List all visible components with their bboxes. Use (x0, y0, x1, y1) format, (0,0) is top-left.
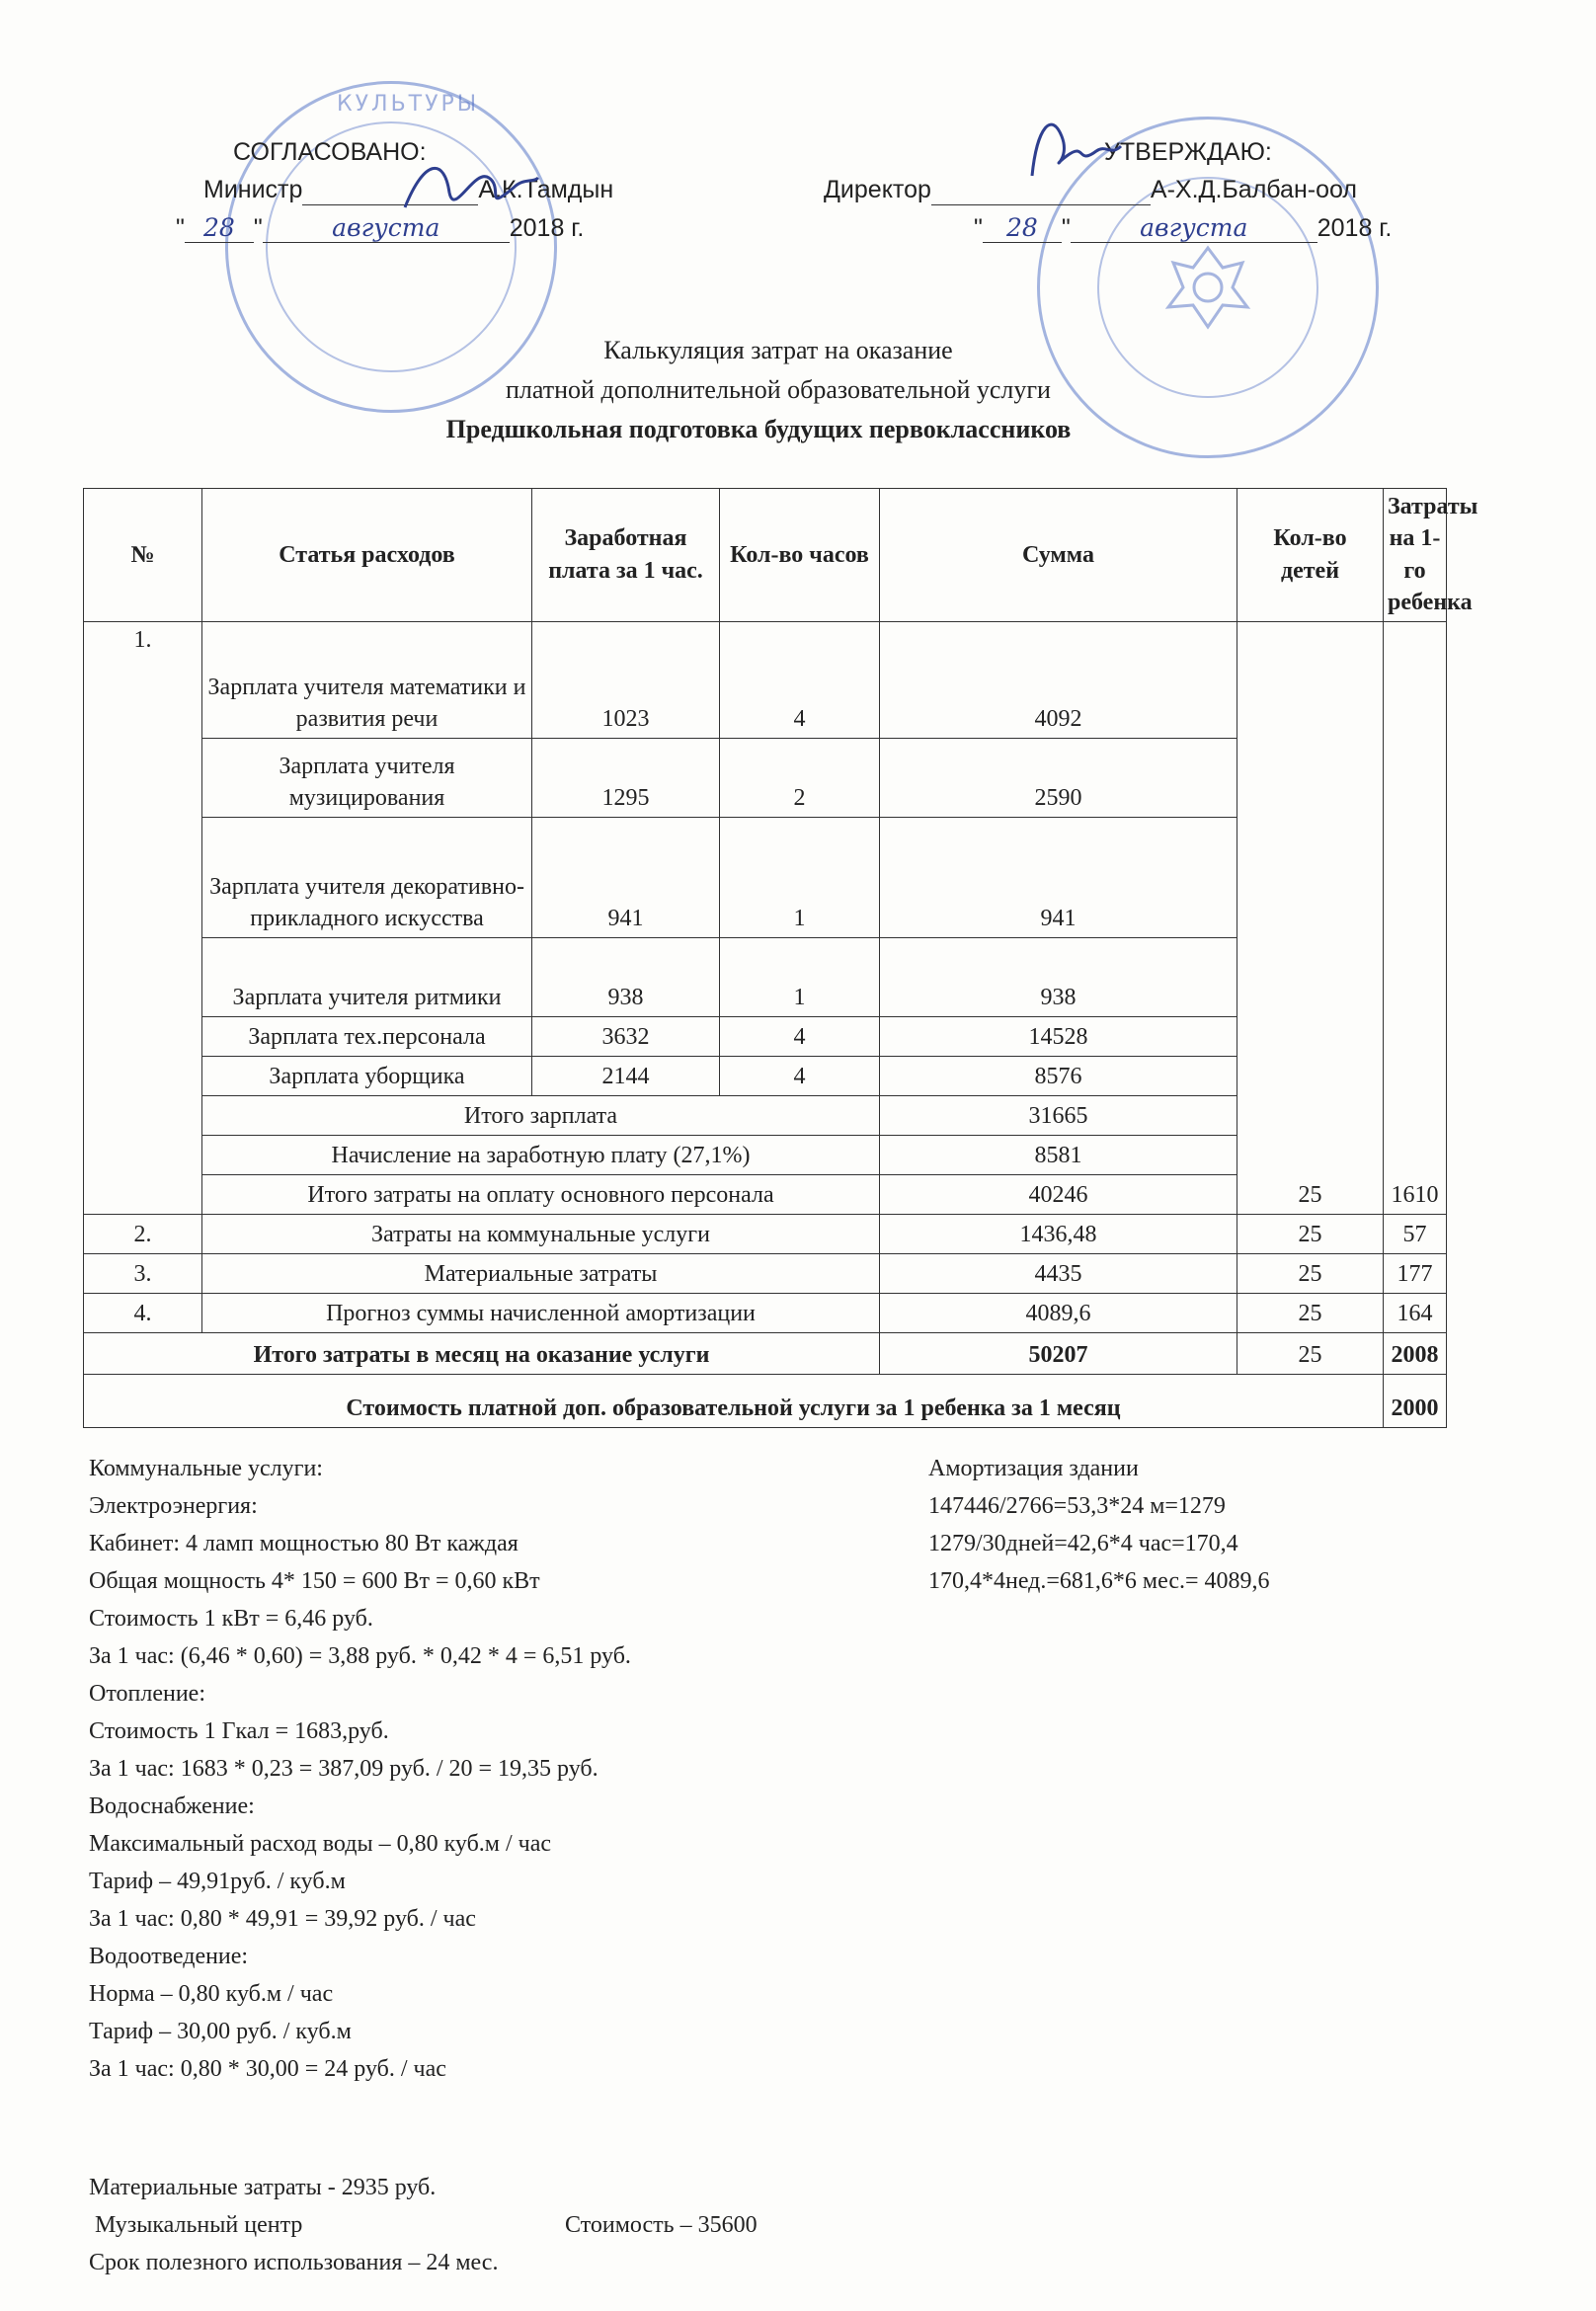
note-line: Норма – 0,80 куб.м / час (89, 1981, 334, 2007)
row-rate: 938 (532, 937, 720, 1016)
note-line: Максимальный расход воды – 0,80 куб.м / час (89, 1831, 552, 1857)
approval-right-position: Директор (824, 176, 931, 203)
note-line: Кабинет: 4 ламп мощностью 80 Вт каждая (89, 1531, 519, 1556)
monthly-total-sum: 50207 (880, 1332, 1237, 1374)
title-line-2: платной дополнительной образовательной услуги (506, 375, 1051, 404)
table-row (84, 1214, 1447, 1253)
title-line-3: Предшкольная подготовка будущих первоклассников (445, 415, 1072, 443)
header-children: Кол-во детей (1237, 489, 1384, 622)
total-salary-label: Итого зарплата (202, 1095, 880, 1135)
header-per-child: Затраты на 1-го ребенка (1384, 489, 1447, 622)
section-1-number: 1. (84, 621, 202, 1214)
row-item: Затраты на коммунальные услуги (202, 1214, 880, 1253)
row-item: Зарплата учителя ритмики (202, 937, 532, 1016)
approval-left-day: 28 (185, 213, 254, 243)
header-rate: Заработная плата за 1 час. (532, 489, 720, 622)
note-line: За 1 час: (6,46 * 0,60) = 3,88 руб. * 0,42 * 4 = 6,51 руб. (89, 1643, 631, 1669)
materials-item: Музыкальный центр (89, 2212, 303, 2238)
row-item: Зарплата тех.персонала (202, 1016, 532, 1056)
header-sum: Сумма (880, 489, 1237, 622)
note-line: Тариф – 49,91руб. / куб.м (89, 1869, 346, 1894)
row-item: Зарплата учителя музицирования (202, 738, 532, 817)
utilities-notes (89, 1450, 899, 2088)
row-rate: 941 (532, 817, 720, 937)
approval-left-heading: СОГЛАСОВАНО: (233, 138, 427, 166)
row-number: 4. (84, 1293, 202, 1332)
staff-per-child: 1610 (1384, 621, 1447, 1214)
cost-table (83, 488, 1478, 1428)
approval-right-year: 2018 г. (1317, 214, 1393, 242)
header-hours: Кол-во часов (720, 489, 880, 622)
approval-right-date: " 28 " августа 2018 г. (974, 213, 1393, 242)
row-hours: 4 (720, 1056, 880, 1095)
materials-line-3: Срок полезного использования – 24 мес. (89, 2250, 499, 2275)
row-item: Зарплата учителя декоративно-прикладного искусства (202, 817, 532, 937)
note-line: Амортизация здании (928, 1456, 1139, 1481)
approval-right (1104, 138, 1272, 167)
table-row (84, 1253, 1447, 1293)
row-item: Прогноз суммы начисленной амортизации (202, 1293, 880, 1332)
row-per-child: 164 (1384, 1293, 1447, 1332)
total-staff-sum: 40246 (880, 1174, 1237, 1214)
cost-label: Стоимость платной доп. образовательной услуги за 1 ребенка за 1 месяц (84, 1374, 1384, 1427)
row-rate: 2144 (532, 1056, 720, 1095)
cost-row (84, 1374, 1447, 1427)
approval-right-day: 28 (983, 213, 1062, 243)
note-line: За 1 час: 0,80 * 30,00 = 24 руб. / час (89, 2056, 446, 2082)
approval-right-month: августа (1071, 213, 1317, 243)
staff-children: 25 (1237, 621, 1384, 1214)
depreciation-notes (928, 1450, 1521, 1600)
accrual-label: Начисление на заработную плату (27,1%) (202, 1135, 880, 1174)
row-item: Зарплата учителя математики и развития речи (202, 621, 532, 738)
note-line: 1279/30дней=42,6*4 час=170,4 (928, 1531, 1238, 1556)
row-per-child: 177 (1384, 1253, 1447, 1293)
table-header-row (84, 489, 1447, 622)
approval-right-heading: УТВЕРЖДАЮ: (1104, 138, 1272, 166)
row-children: 25 (1237, 1253, 1384, 1293)
note-line: За 1 час: 0,80 * 49,91 = 39,92 руб. / час (89, 1906, 476, 1932)
approval-left-position: Министр (203, 176, 303, 203)
row-per-child: 57 (1384, 1214, 1447, 1253)
row-children: 25 (1237, 1214, 1384, 1253)
row-rate: 1295 (532, 738, 720, 817)
row-hours: 1 (720, 817, 880, 937)
row-rate: 1023 (532, 621, 720, 738)
monthly-total-children: 25 (1237, 1332, 1384, 1374)
approval-left-name: А.К.Тамдын (478, 176, 614, 203)
minister-signature (395, 148, 543, 227)
row-sum: 4089,6 (880, 1293, 1237, 1332)
row-item: Материальные затраты (202, 1253, 880, 1293)
row-sum: 2590 (880, 738, 1237, 817)
note-line: Водоотведение: (89, 1944, 249, 1969)
table-row (84, 621, 1447, 738)
row-children: 25 (1237, 1293, 1384, 1332)
monthly-total-row (84, 1332, 1447, 1374)
director-signature (1017, 107, 1126, 186)
approval-left-date: " 28 " августа 2018 г. (176, 213, 585, 242)
note-line: Коммунальные услуги: (89, 1456, 323, 1481)
note-line: Отопление: (89, 1681, 205, 1707)
table-row (84, 1293, 1447, 1332)
note-line: Тариф – 30,00 руб. / куб.м (89, 2019, 352, 2044)
row-number: 2. (84, 1214, 202, 1253)
row-sum: 941 (880, 817, 1237, 937)
cost-value: 2000 (1384, 1374, 1447, 1427)
total-staff-label: Итого затраты на оплату основного персонала (202, 1174, 880, 1214)
row-sum: 14528 (880, 1016, 1237, 1056)
row-sum: 4435 (880, 1253, 1237, 1293)
note-line: 147446/2766=53,3*24 м=1279 (928, 1493, 1226, 1519)
row-hours: 4 (720, 621, 880, 738)
header-item: Статья расходов (202, 489, 532, 622)
row-sum: 938 (880, 937, 1237, 1016)
row-item: Зарплата уборщика (202, 1056, 532, 1095)
row-rate: 3632 (532, 1016, 720, 1056)
approval-left-year: 2018 г. (509, 214, 585, 242)
row-sum: 8576 (880, 1056, 1237, 1095)
ministry-seal-text: КУЛЬТУРЫ (337, 92, 480, 117)
row-hours: 2 (720, 738, 880, 817)
approval-right-name: А-Х.Д.Балбан-оол (1150, 176, 1357, 203)
approval-left-month: августа (263, 213, 510, 243)
row-hours: 4 (720, 1016, 880, 1056)
note-line: 170,4*4нед.=681,6*6 мес.= 4089,6 (928, 1568, 1270, 1594)
accrual-sum: 8581 (880, 1135, 1237, 1174)
coat-of-arms-icon (1149, 228, 1267, 347)
header-number: № (84, 489, 202, 622)
materials-item-cost: Стоимость – 35600 (565, 2212, 758, 2238)
total-salary-sum: 31665 (880, 1095, 1237, 1135)
note-line: Стоимость 1 Гкал = 1683,руб. (89, 1718, 389, 1744)
materials-notes (89, 2169, 1274, 2281)
title-line-1: Калькуляция затрат на оказание (603, 336, 953, 364)
note-line: За 1 час: 1683 * 0,23 = 387,09 руб. / 20 = 19,35 руб. (89, 1756, 598, 1782)
row-number: 3. (84, 1253, 202, 1293)
row-sum: 1436,48 (880, 1214, 1237, 1253)
note-line: Водоснабжение: (89, 1793, 255, 1819)
note-line: Общая мощность 4* 150 = 600 Вт = 0,60 кВт (89, 1568, 540, 1594)
monthly-total-per-child: 2008 (1384, 1332, 1447, 1374)
note-line: Электроэнергия: (89, 1493, 258, 1519)
row-hours: 1 (720, 937, 880, 1016)
row-sum: 4092 (880, 621, 1237, 738)
monthly-total-label: Итого затраты в месяц на оказание услуги (84, 1332, 880, 1374)
note-line: Стоимость 1 кВт = 6,46 руб. (89, 1606, 373, 1632)
materials-line-1: Материальные затраты - 2935 руб. (89, 2175, 437, 2200)
